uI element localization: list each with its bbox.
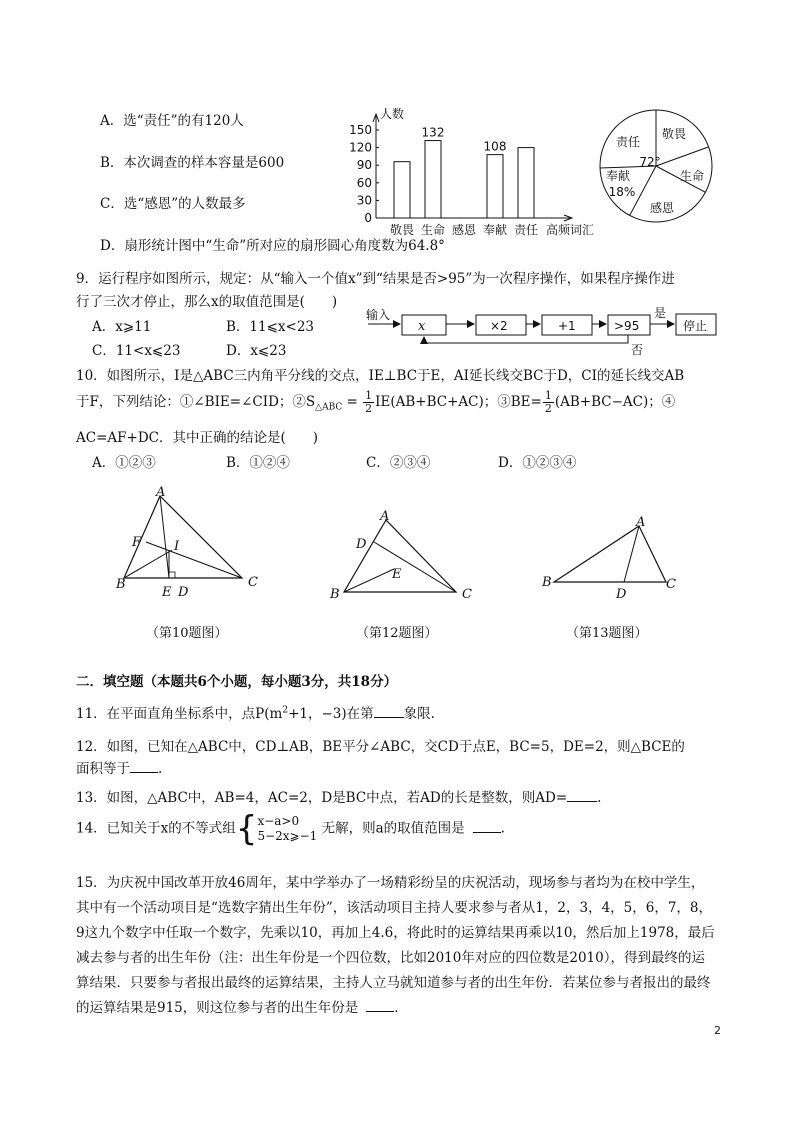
q8-option-b: B．本次调查的样本容量是600	[100, 155, 285, 171]
q10-line2-d: (AB+BC−AC)；④	[554, 394, 676, 410]
figure-12-caption: （第12题图）	[356, 626, 438, 641]
q9-stem-line1: 9．运行程序如图所示，规定：从“输入一个值x”到“结果是否>95”为一次程序操作，如果程序操作进	[76, 271, 675, 287]
y-tick-label: 60	[356, 175, 372, 190]
pie-slice-label: 责任	[615, 135, 641, 149]
y-tick-label: 120	[349, 140, 372, 155]
q10-line1: 10．如图所示，I是△ABC三内角平分线的交点，IE⊥BC于E，AI延长线交BC于D，CI的延长线交AB	[76, 368, 685, 384]
flow-no-label: 否	[631, 343, 644, 357]
q10-line2-c: IE(AB+BC+AC)；③BE=	[375, 394, 542, 410]
q12-answer-blank[interactable]	[130, 760, 158, 773]
category-label: 奉献	[482, 223, 508, 237]
q9-option-a: A．x⩾11	[92, 319, 152, 335]
fig12-label-c: C	[462, 587, 472, 602]
fig12-label-e: E	[392, 567, 402, 582]
pie-annotation: 18%	[608, 185, 636, 199]
q10-line2-a: 于F，下列结论：①∠BIE=∠CID；②S	[76, 394, 316, 410]
q15-line1: 15．为庆祝中国改革开放46周年，某中学举办了一场精彩纷呈的庆祝活动，现场参与者均为在校中学生，	[76, 875, 705, 891]
q11: 11．在平面直角坐标系中，点$P(m^2+1$，−3)在第 象限.	[76, 705, 435, 722]
data-label: 108	[483, 139, 507, 154]
y-tick-label: 150	[349, 123, 372, 137]
q10-option-a: A．①②③	[92, 455, 156, 471]
figure-10-caption: （第10题图）	[146, 626, 228, 641]
y-tick-label: 0	[364, 211, 372, 225]
fig13-label-b: B	[542, 575, 552, 590]
figure-12	[322, 506, 482, 606]
flow-box-x-label: x	[418, 319, 426, 334]
y-axis-label: 人数	[380, 107, 405, 121]
q8-option-c: C．选“感恩”的人数最多	[100, 196, 246, 212]
section-2-title: 二．填空题（本题共6个小题，每小题3分，共18分）	[76, 674, 398, 690]
fig10-label-c: C	[248, 575, 258, 590]
q10-area-subscript: △ABC	[315, 402, 343, 413]
q15-line5: 算结果．只要参与者报出最终的运算结果，主持人立马就知道参与者的出生年份．若某位参与者报出的最终	[76, 975, 711, 991]
flow-box-multiply-label: ×2	[490, 319, 508, 333]
fig10-label-e: E	[162, 585, 172, 600]
q10-half-fraction: $\frac{1}{2}$	[365, 389, 373, 415]
q15-line3: 9这九个数字中任取一个数字，先乘以10，再加上4.6，将此时的运算结果再乘以10，然后加上1978，最后	[76, 925, 715, 941]
fig12-label-a: A	[380, 509, 390, 524]
y-tick-label: 30	[356, 193, 372, 208]
pie-slice-label: 生命	[679, 169, 705, 183]
q14-answer-blank[interactable]	[473, 820, 501, 833]
q15-line2: 其中有一个活动项目是“选数字猜出生年份”，该活动项目主持人要求参与者从1，2，3，4，5，6，7，8，	[76, 900, 713, 916]
figure-13	[536, 508, 686, 608]
bar-奉献	[487, 155, 503, 218]
fig10-label-b: B	[116, 577, 126, 592]
pie-slice-label: 奉献	[605, 169, 631, 183]
pie-slice-label: 感恩	[649, 201, 675, 215]
q13: 13．如图，△ABC中，AB=4，AC=2，D是BC中点，若AD的长是整数，则AD= .	[76, 790, 602, 806]
fig12-label-b: B	[330, 587, 340, 602]
fig10-label-a: A	[156, 485, 166, 500]
fig10-label-i: I	[174, 539, 180, 554]
q9-option-d: D．x⩽23	[226, 343, 287, 359]
category-label: 责任	[513, 223, 539, 237]
q9-option-c: C．11<x⩽23	[92, 343, 181, 359]
flow-input-label: 输入	[366, 308, 391, 322]
q12-line2: 面积等于 .	[76, 761, 163, 777]
bar-生命	[425, 141, 441, 218]
bar-chart	[340, 100, 600, 240]
q12-line1: 12．如图，已知在△ABC中，CD⊥AB，BE平分∠ABC，交CD于点E，BC=5，DE=2，则△BCE的	[76, 739, 685, 755]
category-label: 感恩	[451, 223, 477, 237]
q15-answer-blank[interactable]	[366, 999, 394, 1012]
q14-inequality-system: x−a>0 5−2x⩾−1	[257, 814, 318, 843]
q13-answer-blank[interactable]	[567, 789, 597, 802]
q10-option-d: D．①②③④	[498, 455, 577, 471]
y-tick-label: 90	[356, 158, 372, 173]
bar-敬畏	[394, 162, 410, 218]
figure-13-caption: （第13题图）	[566, 626, 648, 641]
q10-half-fraction-2: $\frac{1}{2}$	[544, 389, 552, 415]
bar-责任	[518, 148, 534, 218]
q11-answer-blank[interactable]	[374, 705, 404, 718]
q15-line6: 的运算结果是915，则这位参与者的出生年份是 .	[76, 1000, 399, 1016]
q14: 14．已知关于x的不等式组{ x−a>0 5−2x⩾−1 无解，则a的取值范围是 .	[76, 809, 505, 849]
q8-option-d: D．扇形统计图中“生命”所对应的扇形圆心角度数为64.8°	[100, 238, 445, 254]
flow-box-add-label: +1	[558, 319, 576, 333]
fig13-label-a: A	[636, 515, 646, 530]
pie-annotation: 72°	[639, 155, 661, 169]
fig12-label-d: D	[356, 537, 367, 552]
category-label: 生命	[420, 223, 446, 237]
fig10-label-d: D	[178, 585, 189, 600]
flow-box-compare-label: >95	[614, 319, 640, 333]
data-label: 132	[421, 125, 445, 140]
pie-chart	[598, 108, 718, 228]
x-axis-label: 高频词汇	[545, 223, 595, 237]
pie-slice-label: 敬畏	[661, 127, 687, 141]
q15-line4: 减去参与者的出生年份（注：出生年份是一个四位数，比如2010年对应的四位数是2010），得到最终的运	[76, 950, 705, 966]
q10-option-c: C．②③④	[366, 455, 431, 471]
q9-stem-line2: 行了三次才停止，那么x的取值范围是( )	[76, 294, 338, 310]
program-flowchart	[362, 306, 722, 356]
flow-yes-label: 是	[654, 306, 667, 320]
category-label: 敬畏	[389, 223, 415, 237]
q10-line2	[76, 390, 675, 415]
q10-line2-b: =	[342, 394, 363, 410]
q8-option-a: A．选“责任”的有120人	[100, 113, 244, 129]
fig13-label-d: D	[616, 587, 627, 602]
q9-option-b: B．11⩽x<23	[226, 319, 315, 335]
figure-10	[110, 485, 280, 608]
fig13-label-c: C	[666, 577, 676, 592]
page-number: 2	[714, 1024, 721, 1037]
q10-option-b: B．①②④	[226, 455, 290, 471]
fig10-label-f: F	[132, 535, 142, 550]
flow-box-stop-label: 停止	[683, 319, 708, 333]
q10-line3: AC=AF+DC．其中正确的结论是( )	[76, 430, 319, 446]
